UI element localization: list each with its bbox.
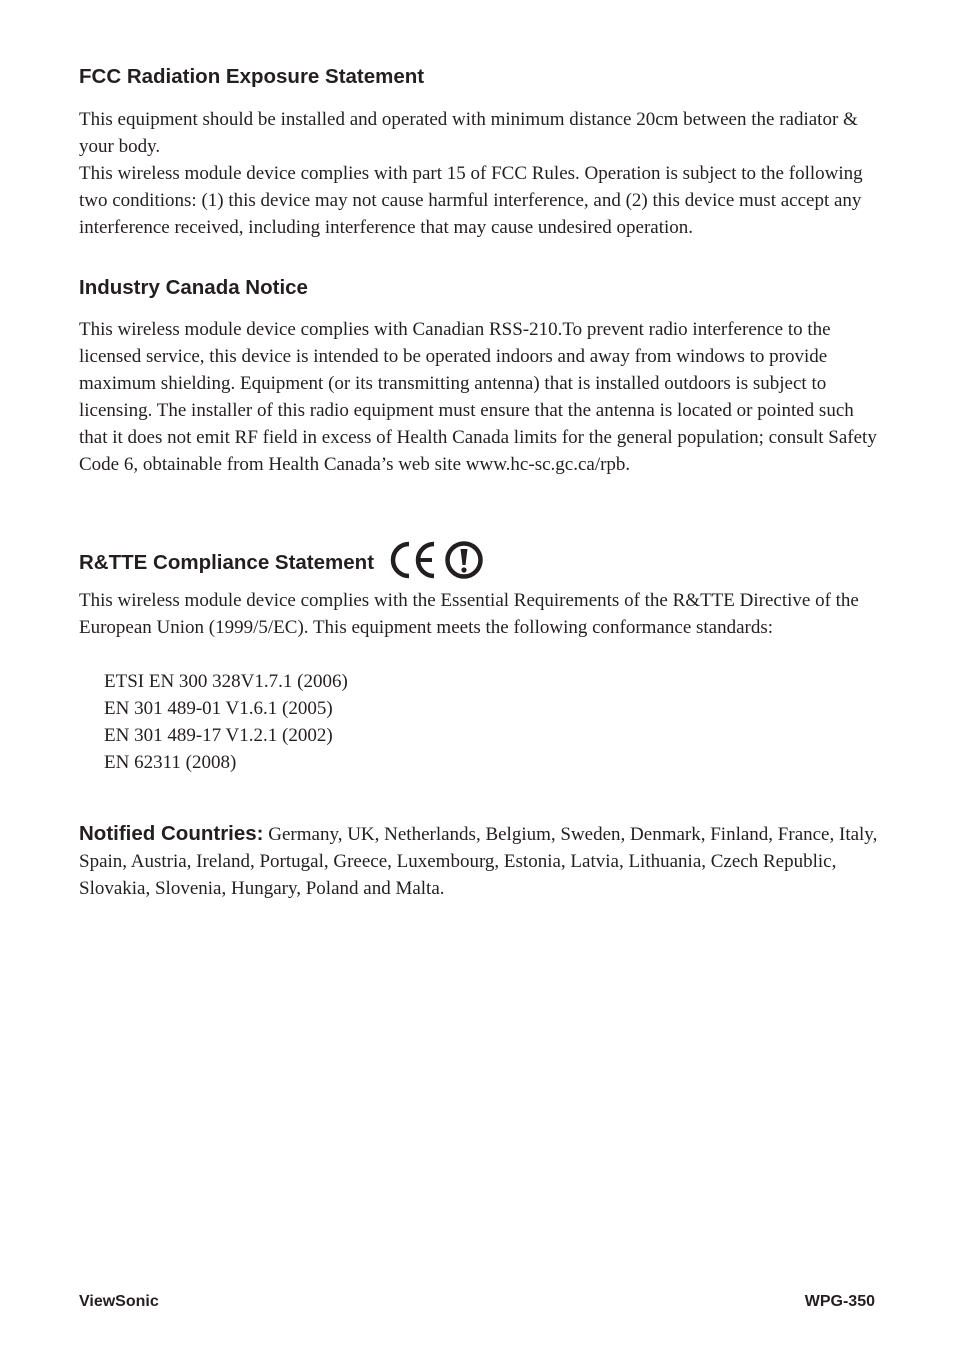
fcc-paragraph-2: This wireless module device complies with part 15 of FCC Rules. Operation is subject to the following two conditions: (1) this device may not cause harmful interference, and (2) this device must accept any interference received, including interference that may cause undesired operation. [79, 163, 863, 238]
page-footer [79, 1293, 875, 1311]
fcc-section-body [79, 106, 879, 241]
compliance-marks [388, 540, 484, 585]
standard-item: ETSI EN 300 328V1.7.1 (2006) [104, 671, 348, 692]
standard-item: EN 62311 (2008) [104, 752, 237, 773]
rtte-paragraph: This wireless module device complies with the Essential Requirements of the R&TTE Directive of the European Union (1999/5/EC). This equipment meets the following conformance standards: [79, 590, 859, 638]
standard-item: EN 301 489-01 V1.6.1 (2005) [104, 698, 333, 719]
rtte-section-body [79, 587, 879, 641]
industry-canada-title: Industry Canada Notice [79, 276, 308, 299]
industry-canada-paragraph: This wireless module device complies with Canadian RSS-210.To prevent radio interference to the licensed service, this device is intended to be operated indoors and away from windows to provide maximum shielding. Equipment (or its transmitting antenna) that is installed outdoors is subject to licensing. The installer of this radio equipment must ensure that the antenna is located or pointed such that it does not emit RF field in excess of Health Canada limits for the general population; consult Safety Code 6, obtainable from Health Canada’s web site www.hc-sc.gc.ca/rpb. [79, 319, 877, 475]
notified-countries-list: Germany, UK, Netherlands, Belgium, Sweden, Denmark, Finland, France, Italy, Spain, Austria, Ireland, Portugal, Greece, Luxembourg, Estonia, Latvia, Lithuania, Czech Republic, Slovakia, Slovenia, Hungary, Poland and Malta. [79, 824, 878, 899]
rtte-section-title: R&TTE Compliance Statement [79, 550, 375, 574]
notified-countries-section [79, 820, 879, 902]
notified-countries-label: Notified Countries: [79, 822, 264, 845]
rtte-heading-row [79, 540, 484, 585]
fcc-paragraph-1: This equipment should be installed and operated with minimum distance 20cm between the radiator & your body. [79, 109, 858, 157]
ce-mark-icon [388, 540, 438, 585]
notified-countries-paragraph [79, 820, 879, 902]
standard-item: EN 301 489-17 V1.2.1 (2002) [104, 725, 333, 746]
footer-model: WPG-350 [804, 1293, 875, 1310]
fcc-section-title: FCC Radiation Exposure Statement [79, 65, 425, 88]
footer-brand: ViewSonic [79, 1293, 159, 1310]
alert-class2-icon [444, 540, 484, 585]
industry-canada-body [79, 316, 879, 478]
standards-list [104, 668, 348, 776]
